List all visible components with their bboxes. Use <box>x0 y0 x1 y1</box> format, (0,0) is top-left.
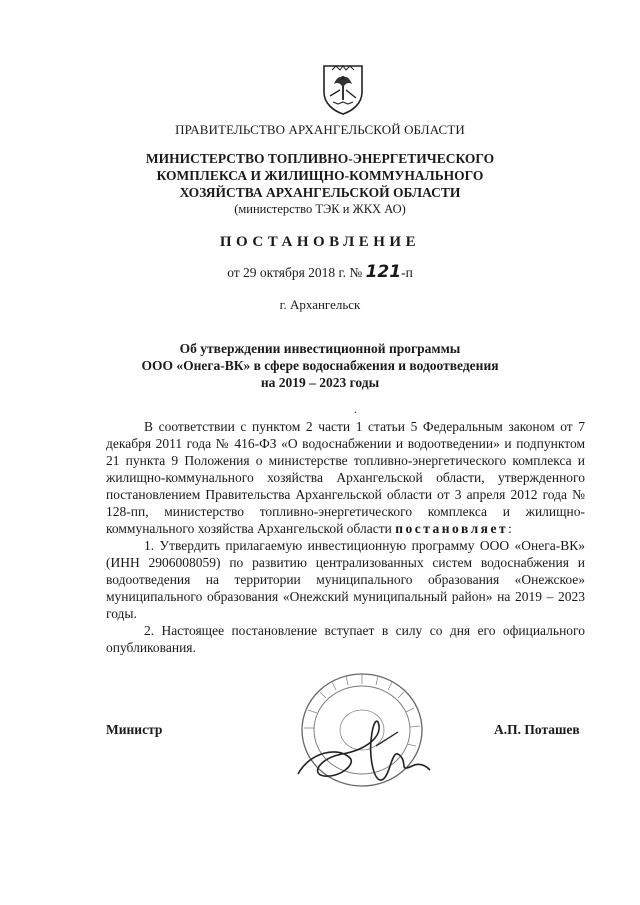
subject-line: Об утверждении инвестиционной программы <box>179 341 461 356</box>
ministry-line: МИНИСТЕРСТВО ТОПЛИВНО-ЭНЕРГЕТИЧЕСКОГО <box>145 151 495 166</box>
signatory-position: Министр <box>106 722 163 737</box>
document-city: г. Архангельск <box>279 297 361 312</box>
document-body <box>106 418 585 656</box>
coat-of-arms-icon <box>320 62 366 116</box>
ministry-line: ХОЗЯЙСТВА АРХАНГЕЛЬСКОЙ ОБЛАСТИ <box>179 185 461 200</box>
signatory-name: А.П. Поташев <box>494 722 580 737</box>
document-number: 121 <box>365 262 402 282</box>
official-seal-icon <box>280 662 440 812</box>
document-date: от 29 октября 2018 г. № <box>227 265 363 280</box>
document-subject <box>0 340 640 391</box>
ministry-short-name: (министерство ТЭК и ЖКХ АО) <box>234 202 406 216</box>
ministry-name <box>0 150 640 218</box>
resolves-suffix: : <box>508 521 512 536</box>
document-type: ПОСТАНОВЛЕНИЕ <box>219 234 421 250</box>
subject-line: на 2019 – 2023 годы <box>260 375 380 390</box>
item-1-paragraph: 1. Утвердить прилагаемую инвестиционную программу ООО «Онега-ВК» (ИНН 2906008059) по развитию централизованных систем водоснабжения и водоотведения на территории муниципального образования «Онежское» муниципального образования «Онежский муниципальный район» на 2019 – 2023 годы. <box>106 538 585 621</box>
resolves-word: постановляет <box>395 521 509 536</box>
government-name: ПРАВИТЕЛЬСТВО АРХАНГЕЛЬСКОЙ ОБЛАСТИ <box>175 122 465 137</box>
item-2-paragraph: 2. Настоящее постановление вступает в силу со дня его официального опубликования. <box>106 623 585 655</box>
ministry-line: КОМПЛЕКСА И ЖИЛИЩНО-КОММУНАЛЬНОГО <box>156 168 484 183</box>
stray-mark: . <box>354 402 357 416</box>
document-date-number <box>0 262 640 282</box>
subject-line: ООО «Онега-ВК» в сфере водоснабжения и водоотведения <box>141 358 499 373</box>
preamble-text: В соответствии с пунктом 2 части 1 статьи 5 Федеральным законом от 7 декабря 2011 года № 416-ФЗ «О водоснабжении и водоотведении» и подпунктом 21 пункта 9 Положения о министерстве топливно-энергетического комплекса и жилищно-коммунального хозяйства Архангельской области, утвержденного постановлением Правительства Архангельской области от 3 апреля 2012 года № 128-пп, министерство топливно-энергетического комплекса и жилищно-коммунального хозяйства Архангельской области <box>106 419 585 536</box>
document-number-suffix: -п <box>401 265 413 280</box>
preamble-paragraph <box>106 418 585 537</box>
